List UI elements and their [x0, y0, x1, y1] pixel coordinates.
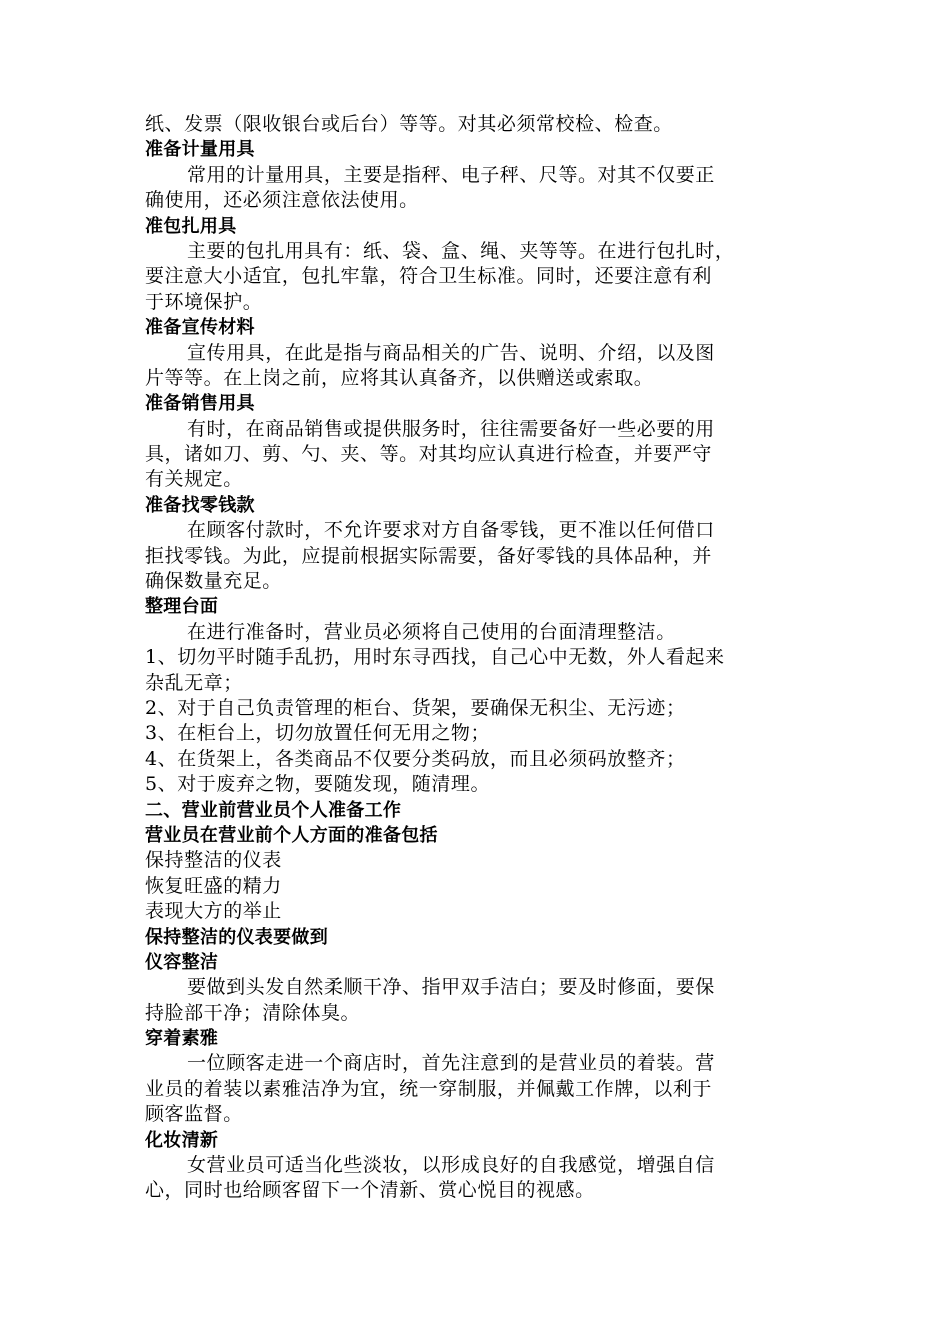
text-line: 具，诸如刀、剪、勺、夹、等。对其均应认真进行检查，并要严守 [145, 443, 712, 466]
text-line: 要注意大小适宜，包扎牢靠，符合卫生标准。同时，还要注意有利 [145, 265, 712, 288]
section-heading: 准备计量用具 [145, 139, 255, 161]
text-line: 表现大方的举止 [145, 900, 282, 923]
text-line: 5、对于废弃之物，要随发现，随清理。 [145, 773, 490, 796]
text-line: 4、在货架上，各类商品不仅要分类码放，而且必须码放整齐； [145, 747, 686, 770]
text-line: 3、在柜台上，切勿放置任何无用之物； [145, 722, 490, 745]
text-line: 确保数量充足。 [145, 570, 282, 593]
text-line: 杂乱无章； [145, 671, 243, 694]
text-line: 心，同时也给顾客留下一个清新、赏心悦目的视感。 [145, 1179, 595, 1202]
text-line: 业员的着装以素雅洁净为宜，统一穿制服，并佩戴工作牌，以利于 [145, 1077, 712, 1100]
paragraph-first-line: 主要的包扎用具有：纸、袋、盒、绳、夹等等。在进行包扎时， [187, 239, 735, 262]
text-line: 片等等。在上岗之前，应将其认真备齐，以供赠送或索取。 [145, 366, 654, 389]
text-line: 顾客监督。 [145, 1103, 243, 1126]
text-line: 有关规定。 [145, 468, 243, 491]
paragraph-first-line: 在进行准备时，营业员必须将自己使用的台面清理整洁。 [187, 620, 676, 643]
text-line: 确使用，还必须注意依法使用。 [145, 189, 419, 212]
text-line: 拒找零钱。为此，应提前根据实际需要，备好零钱的具体品种，并 [145, 544, 712, 567]
paragraph-first-line: 一位顾客走进一个商店时，首先注意到的是营业员的着装。营 [187, 1052, 715, 1075]
paragraph-first-line: 在顾客付款时，不允许要求对方自备零钱，更不准以任何借口 [187, 519, 715, 542]
paragraph-first-line: 宣传用具，在此是指与商品相关的广告、说明、介绍，以及图 [187, 341, 715, 364]
paragraph-first-line: 常用的计量用具，主要是指秤、电子秤、尺等。对其不仅要正 [187, 163, 715, 186]
section-heading: 营业员在营业前个人方面的准备包括 [145, 824, 438, 846]
section-heading: 仪容整洁 [145, 951, 219, 973]
paragraph-first-line: 女营业员可适当化些淡妆，以形成良好的自我感觉，增强自信 [187, 1154, 715, 1177]
section-heading: 整理台面 [145, 596, 219, 618]
section-heading: 准备宣传材料 [145, 317, 255, 339]
text-line: 保持整洁的仪表 [145, 849, 282, 872]
text-line: 持脸部干净；清除体臭。 [145, 1001, 361, 1024]
paragraph-first-line: 要做到头发自然柔顺干净、指甲双手洁白；要及时修面，要保 [187, 976, 715, 999]
section-heading: 二、营业前营业员个人准备工作 [145, 799, 402, 821]
text-line: 恢复旺盛的精力 [145, 874, 282, 897]
section-heading: 准备销售用具 [145, 393, 255, 415]
text-line: 纸、发票（限收银台或后台）等等。对其必须常校检、检查。 [145, 113, 673, 135]
section-heading: 保持整洁的仪表要做到 [145, 926, 328, 948]
document-page [145, 112, 805, 1204]
text-line: 于环境保护。 [145, 290, 263, 313]
paragraph-first-line: 有时，在商品销售或提供服务时，往往需要备好一些必要的用 [187, 417, 715, 440]
section-heading: 准备找零钱款 [145, 494, 255, 516]
section-heading: 穿着素雅 [145, 1028, 219, 1050]
section-heading: 准包扎用具 [145, 215, 237, 237]
text-line: 1、切勿平时随手乱扔，用时东寻西找，自己心中无数，外人看起来 [145, 646, 725, 669]
section-heading: 化妆清新 [145, 1129, 219, 1151]
text-line: 2、对于自己负责管理的柜台、货架，要确保无积尘、无污迹； [145, 696, 686, 719]
